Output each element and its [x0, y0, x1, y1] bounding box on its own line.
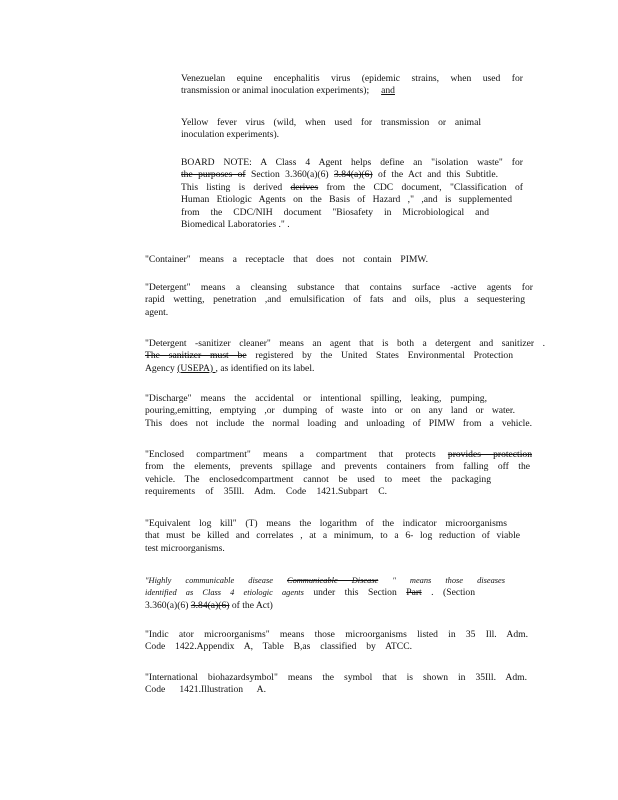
- text-line: [145, 600, 533, 612]
- paragraph-detergent-sanitizer: [145, 338, 545, 375]
- text-line: Biomedical Laboratories ." .: [181, 219, 290, 231]
- text-run: from the CDC document, "Classification of: [318, 181, 523, 193]
- deleted-text: The sanitizer must be: [145, 350, 247, 362]
- text-line: "Discharge" means the accidental or intentional spilling, leaking, pumping,: [145, 393, 487, 404]
- paragraph-yellow-fever: [181, 117, 523, 142]
- text-line: rapid wetting, penetration ,and emulsification of fats and oils, plus a sequestering: [145, 294, 525, 306]
- text-line: [181, 85, 523, 97]
- inserted-text: (USEPA): [177, 362, 216, 374]
- paragraph-discharge: [145, 393, 533, 430]
- text-run: Agency: [145, 362, 178, 374]
- text-line: inoculation experiments).: [181, 129, 280, 141]
- text-run: identified as Class 4 etiologic agents: [145, 588, 304, 598]
- text-line: vehicle. The enclosedcompartment cannot be used to meet the packaging: [145, 473, 491, 485]
- text-run: "Enclosed compartment" means a compartment that protects: [145, 449, 448, 460]
- text-run: This listing is derived: [181, 181, 291, 193]
- paragraph-board-note: [181, 157, 523, 231]
- text-run: of the Act): [229, 599, 273, 611]
- text-line: "Equivalent log kill" (T) means the logarithm of the indicator microorganisms: [145, 518, 507, 529]
- text-line: Venezuelan equine encephalitis virus (epidemic strains, when used for: [181, 73, 523, 84]
- deleted-text: the purposes of: [181, 169, 246, 181]
- paragraph-enclosed-compartment: [145, 449, 533, 499]
- text-line: [145, 350, 513, 362]
- text-run: transmission or animal inoculation experiments);: [181, 85, 370, 97]
- paragraph-venezuelan: [181, 73, 523, 98]
- text-line: Code 1422.Appendix A, Table B,as classified by ATCC.: [145, 641, 412, 653]
- text-line: [145, 449, 532, 461]
- text-line: that must be killed and correlates , at a minimum, to a 6- log reduction of viable: [145, 530, 520, 542]
- deleted-text: 3.84(a)(6): [334, 169, 373, 181]
- paragraph-container: [145, 254, 533, 266]
- text-line: "International biohazardsymbol" means the symbol that is shown in 35Ill. Adm.: [145, 672, 527, 683]
- text-line: "Container" means a receptacle that does not contain PIMW.: [145, 254, 428, 265]
- deleted-text: derives: [290, 181, 319, 193]
- text-run: registered by the United States Environmental Protection: [246, 350, 513, 362]
- inserted-text: and: [381, 85, 395, 97]
- text-run: Section 3.360(a)(6): [245, 169, 334, 181]
- deleted-text: Part: [406, 587, 422, 599]
- paragraph-detergent: [145, 282, 533, 319]
- text-line: requirements of 35Ill. Adm. Code 1421.Subpart C.: [145, 486, 387, 498]
- text-line: This does not include the normal loading and unloading of PIMW from a vehicle.: [145, 417, 532, 429]
- text-line: pouring,emitting, emptying ,or dumping of waste into or on any land or water.: [145, 405, 515, 417]
- text-run: . (Section: [421, 587, 476, 599]
- text-line: [145, 575, 505, 587]
- text-line: Code 1421.Illustration A.: [145, 684, 266, 696]
- paragraph-equivalent-log-kill: [145, 518, 533, 555]
- text-run: under this Section: [303, 587, 407, 599]
- paragraph-biohazard-symbol: [145, 672, 533, 697]
- text-line: from the elements, prevents spillage and prevents containers from falling off the: [145, 461, 530, 473]
- deleted-text: 3.84(a)(6): [190, 599, 230, 611]
- text-run: "Highly communicable disease: [145, 576, 287, 585]
- text-line: "Indic ator microorganisms" means those microorganisms listed in 35 Ill. Adm.: [145, 629, 528, 640]
- text-line: [181, 182, 523, 194]
- text-line: "Detergent -sanitizer cleaner" means an agent that is both a detergent and sanitizer .: [145, 338, 545, 349]
- text-run: of the Act and this Subtitle.: [372, 169, 498, 181]
- text-line: BOARD NOTE: A Class 4 Agent helps define an "isolation waste" for: [181, 157, 523, 168]
- text-line: test microorganisms.: [145, 542, 225, 554]
- text-line: [181, 169, 498, 181]
- text-line: Human Etiologic Agents on the Basis of Hazard ," ,and is supplemented: [181, 194, 512, 206]
- text-line: agent.: [145, 306, 169, 318]
- text-run: 3.360(a)(6): [145, 599, 191, 611]
- text-line: [145, 587, 475, 599]
- text-line: from the CDC/NIH document "Biosafety in Microbiological and: [181, 206, 489, 218]
- text-run: " means those diseases: [378, 576, 505, 585]
- deleted-text: Communicable Disease: [286, 576, 379, 585]
- paragraph-highly-communicable: [145, 575, 533, 612]
- text-line: [145, 363, 533, 375]
- text-line: "Detergent" means a cleansing substance that contains surface -active agents for: [145, 282, 533, 293]
- paragraph-indicator-microorganisms: [145, 629, 533, 654]
- deleted-text: provides protection: [447, 449, 532, 460]
- text-line: Yellow fever virus (wild, when used for transmission or animal: [181, 117, 481, 128]
- text-run: , as identified on its label.: [215, 362, 315, 374]
